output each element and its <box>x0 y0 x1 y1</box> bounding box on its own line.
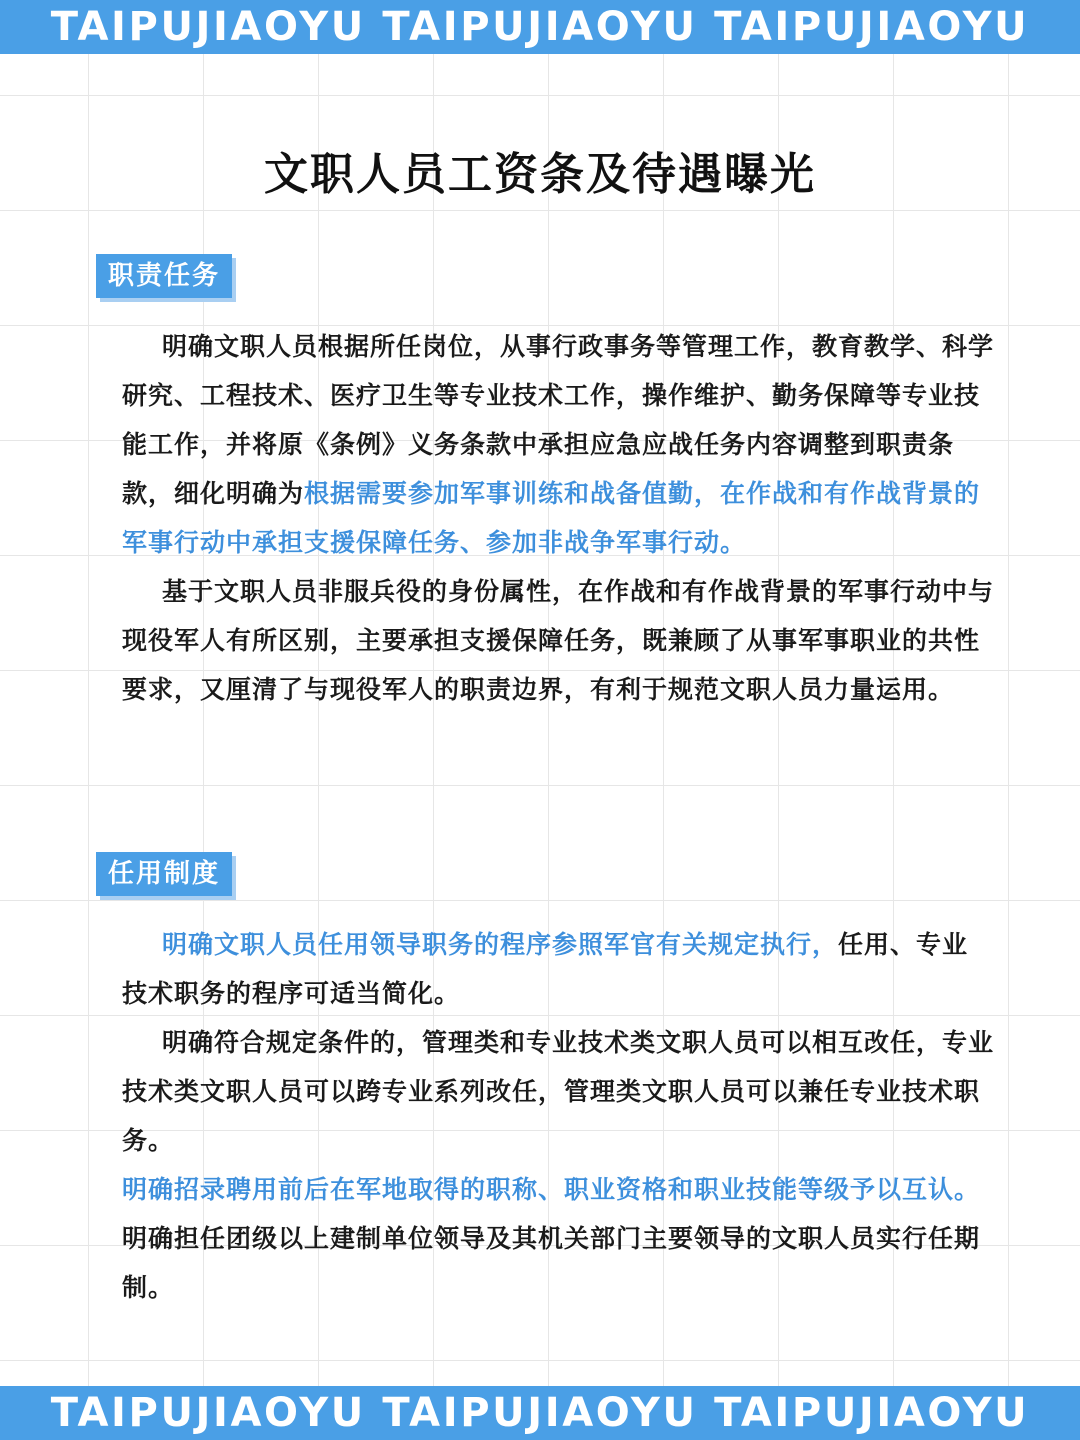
highlighted-text: 明确文职人员任用领导职务的程序参照军官有关规定执行， <box>162 930 839 959</box>
paragraph <box>122 1165 994 1214</box>
paragraph-text: 明确担任团级以上建制单位领导及其机关部门主要领导的文职人员实行任期制。 <box>122 1224 981 1302</box>
paragraph <box>122 1018 994 1165</box>
section-body-duties <box>122 322 994 714</box>
paragraph-text: 明确文职人员根据所任岗位，从事行政事务等管理工作，教育教学、科学研究、工程技术、医疗卫生等专业技术工作，操作维护、勤务保障等专业技能工作，并将原《条例》义务条款中承担应急应战任务内容调整到职责条款，细化明确为 <box>122 332 995 508</box>
bottom-banner: TAIPUJIAOYU TAIPUJIAOYU TAIPUJIAOYU <box>0 1386 1080 1440</box>
section-body-appointment <box>122 920 994 1312</box>
top-banner: TAIPUJIAOYU TAIPUJIAOYU TAIPUJIAOYU <box>0 0 1080 54</box>
section-label-appointment: 任用制度 <box>96 852 232 896</box>
highlighted-text: 根据需要参加军事训练和战备值勤，在作战和有作战背景的军事行动中承担支援保障任务、参加非战争军事行动。 <box>122 479 981 557</box>
paragraph-text: 任用、专业技术职务的程序可适当简化。 <box>122 930 969 1008</box>
paragraph <box>122 1214 994 1312</box>
paragraph <box>122 567 994 714</box>
paragraph <box>122 920 994 1018</box>
paragraph-text: 基于文职人员非服兵役的身份属性，在作战和有作战背景的军事行动中与现役军人有所区别，主要承担支援保障任务，既兼顾了从事军事职业的共性要求，又厘清了与现役军人的职责边界，有利于规范文职人员力量运用。 <box>122 577 995 704</box>
paragraph-text: 明确符合规定条件的，管理类和专业技术类文职人员可以相互改任，专业技术类文职人员可以跨专业系列改任，管理类文职人员可以兼任专业技术职务。 <box>122 1028 995 1155</box>
section-label-duties: 职责任务 <box>96 254 232 298</box>
highlighted-text: 明确招录聘用前后在军地取得的职称、职业资格和职业技能等级予以互认。 <box>122 1175 981 1204</box>
page-title: 文职人员工资条及待遇曝光 <box>264 149 816 200</box>
paragraph <box>122 322 994 567</box>
